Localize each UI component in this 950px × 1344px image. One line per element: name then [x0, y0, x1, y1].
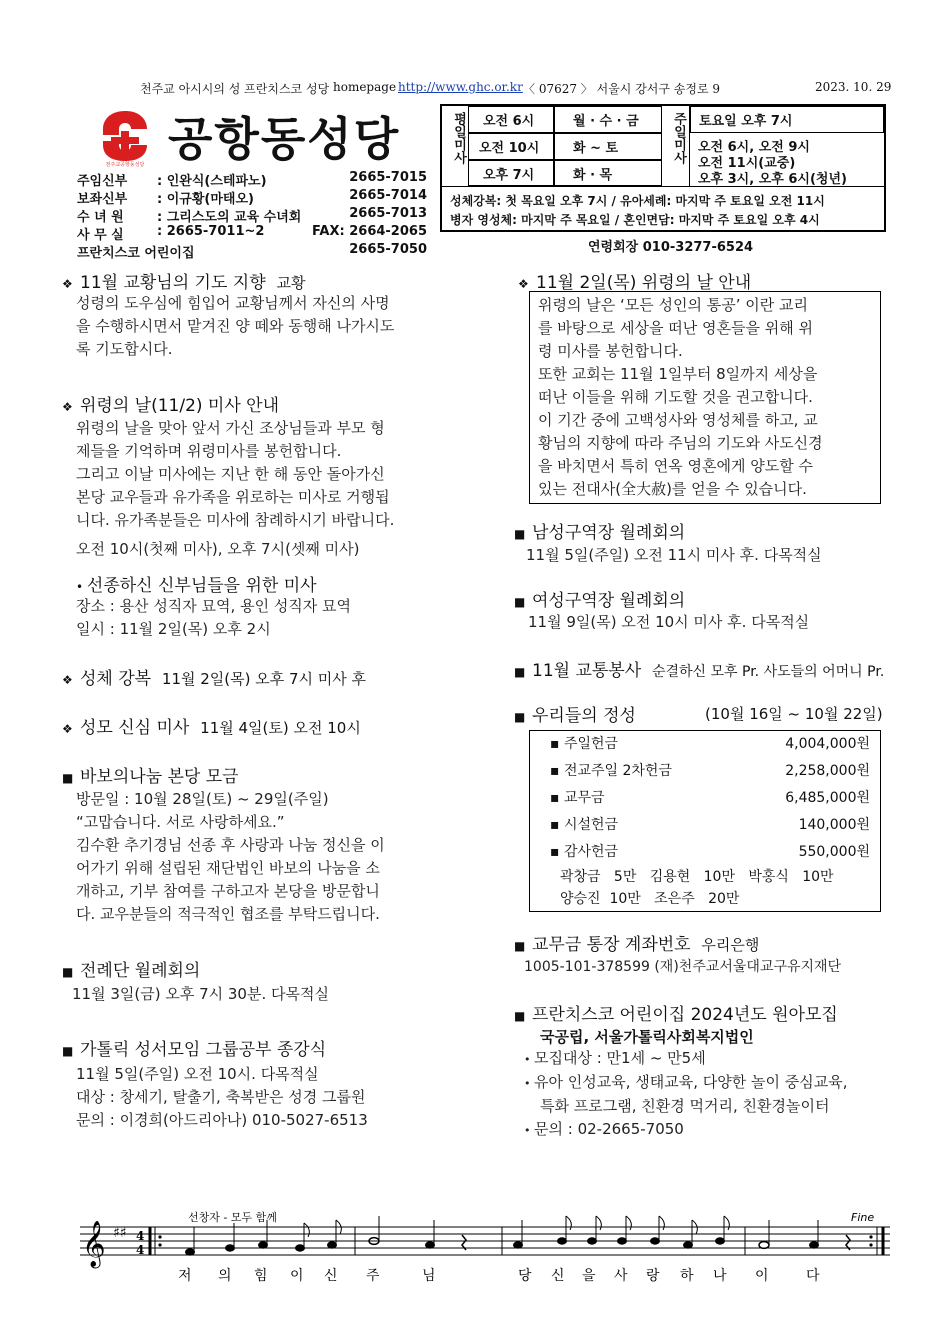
offerings-period: (10월 16일 ~ 10월 22일) [705, 705, 883, 723]
donors-line: 양승진 10만 조은주 20만 [560, 891, 740, 907]
weekday-time: 오후 7시 [468, 160, 554, 186]
section-benediction: ❖ 성체 강복 11월 2일(목) 오후 7시 미사 후 [62, 669, 367, 689]
issue-date: 2023. 10. 29 [815, 80, 892, 94]
weekday-time: 오전 10시 [468, 133, 554, 160]
babo-fundraising-body: 방문일 : 10월 28일(토) ~ 29일(주일) “고맙습니다. 서로 사랑하세요.” 김수환 추기경님 선종 후 사랑과 나눔 정신을 이 어가기 위해 설립된 재단법인 바보의 나눔을 소 개하고, 기부 참여를 구하고자 본당을 방문합니 다. 교우분들의 적극적인 협조를 부탁드립니다. [76, 790, 385, 923]
section-bank-account: ■ 교무금 통장 계좌번호 우리은행 [514, 935, 760, 955]
staff-row: 주임신부 : 인완식(스테파노) 2665-7015 [77, 170, 427, 189]
section-offerings: ■ 우리들의 정성 [514, 706, 636, 726]
offering-row: ▪ 교무금 6,485,000원 [550, 790, 870, 806]
mass-schedule-box [440, 104, 886, 232]
time-sig-top: 4 [136, 1229, 145, 1243]
svg-text:천주교공항동성당: 천주교공항동성당 [105, 162, 145, 167]
section-babo-fundraising: ■ 바보의나눔 본당 모금 [62, 767, 239, 787]
offerings-table [529, 730, 881, 912]
offering-row: ▪ 시설헌금 140,000원 [550, 817, 870, 833]
lyric-syllable: 사 [614, 1268, 628, 1284]
offering-row: ▪ 감사헌금 550,000원 [550, 844, 870, 860]
section-kindergarten-recruit: ■ 프란치스코 어린이집 2024년도 원아모집 [514, 1005, 838, 1025]
lyric-syllable: 저 [178, 1268, 192, 1284]
lyric-syllable: 하 [680, 1268, 694, 1284]
mass-note: 성체강복: 첫 목요일 오후 7시 / 유아세례: 마지막 주 토요일 오전 11시 [450, 194, 825, 208]
lyric-syllable: 나 [713, 1268, 727, 1284]
homepage-link[interactable]: http://www.ghc.or.kr [398, 80, 523, 94]
section-marian-mass: ❖ 성모 신심 미사 11월 4일(토) 오전 10시 [62, 718, 361, 738]
staff-row: 보좌신부 : 이규황(마태오) 2665-7014 [77, 188, 427, 207]
parish-logo [95, 107, 155, 167]
lyric-syllable: 랑 [646, 1268, 660, 1284]
music-fine: Fine [851, 1211, 875, 1224]
parish-title: 공항동성당 [168, 112, 401, 166]
section-pope-intention: ❖ 11월 교황님의 기도 지향 교황 [62, 273, 306, 293]
weekday-days: 화 · 목 [554, 160, 662, 186]
lyric-syllable: 이 [755, 1268, 769, 1284]
kindergarten-operator: 국공립, 서울가톨릭사회복지법인 [540, 1028, 754, 1046]
homepage-label: homepage [333, 80, 397, 94]
lyric-syllable: 당 [518, 1268, 532, 1284]
lyric-syllable: 의 [218, 1268, 232, 1284]
lyric-syllable: 이 [290, 1268, 304, 1284]
key-signature-icon: ♯♯ [113, 1225, 127, 1241]
lyric-syllable: 주 [366, 1268, 380, 1284]
bank-account-number: 1005-101-378599 (재)천주교서울대교구유지재단 [524, 959, 842, 975]
sunday-time: 토요일 오후 7시 [690, 106, 884, 133]
sunday-time: 오전 11시(교중) [698, 156, 796, 171]
staff-row: 수 녀 원 : 그리스도의 교육 수녀회 2665-7013 [77, 206, 427, 225]
section-womens-district-meeting: ■ 여성구역장 월례회의 [514, 591, 686, 611]
section-bible-group: ■ 가톨릭 성서모임 그룹공부 종강식 [62, 1040, 327, 1060]
liturgy-meeting-body: 11월 3일(금) 오후 7시 30분. 다목적실 [72, 985, 329, 1003]
lyric-syllable: 힘 [254, 1268, 268, 1284]
lyric-syllable: 신 [551, 1268, 565, 1284]
staff-row: 프란치스코 어린이집 2665-7050 [77, 242, 427, 261]
bible-group-body: 11월 5일(주일) 오전 10시. 다목적실 대상 : 창세기, 탈출기, 축복받은 성경 그룹원 문의 : 이경희(아드리아나) 010-5027-6513 [76, 1065, 368, 1129]
deceased-priests-mass-body: 장소 : 용산 성직자 묘역, 용인 성직자 묘역 일시 : 11월 2일(목) 오후 2시 [76, 597, 352, 638]
weekday-days: 화 ~ 토 [554, 133, 662, 160]
kindergarten-details: • 모집대상 : 만1세 ~ 만5세 • 유아 인성교육, 생태교육, 다양한 놀이 중심교육, 특화 프로그램, 친환경 먹거리, 친환경놀이터 • 문의 : 02-2665-7050 [524, 1049, 848, 1138]
all-souls-mass-body: 위령의 날을 맞아 앞서 가신 조상님들과 부모 형 제들을 기억하며 위령미사를 봉헌합니다. 그리고 이날 미사에는 지난 한 해 동안 돌아가신 본당 교우들과 유가족을 위로하는 미사로 거행됩 니다. 유가족분들은 미사에 참례하시기 바랍니다. [76, 419, 395, 529]
lyric-syllable: 다 [806, 1268, 820, 1284]
pope-intention-body: 성령의 도우심에 힘입어 교황님께서 자신의 사명 을 수행하시면서 맡겨진 양 떼와 동행해 나가시도 록 기도합시다. [76, 294, 395, 358]
lyric-syllable: 을 [582, 1268, 596, 1284]
parish-full-name: 천주교 아시시의 성 프란치스코 성당 [140, 82, 330, 96]
address: 〈 07627 〉 서울시 강서구 송정로 9 [523, 82, 721, 96]
section-deceased-priests-mass: • 선종하신 신부님들을 위한 미사 [76, 576, 317, 596]
weekday-days: 월 · 수 · 금 [554, 106, 662, 133]
section-all-souls-guide: ❖ 11월 2일(목) 위령의 날 안내 [518, 273, 752, 293]
donors-line: 곽창금 5만 김용현 10만 박홍식 10만 [560, 869, 834, 885]
section-traffic-service: ■ 11월 교통봉사 순결하신 모후 Pr. 사도들의 어머니 Pr. [514, 661, 885, 681]
music-staff [0, 1205, 950, 1305]
treble-clef-icon: 𝄞 [82, 1221, 106, 1267]
offering-row: ▪ 주일헌금 4,004,000원 [550, 736, 870, 752]
weekday-mass-label: 평일미사 [451, 112, 466, 164]
time-sig-bottom: 4 [136, 1243, 145, 1257]
staff-list [77, 170, 437, 260]
music-direction: 선창자 - 모두 함께 [188, 1211, 277, 1224]
staff-row: 사 무 실 : 2665-7011~2 FAX: 2664-2065 [77, 224, 427, 243]
all-souls-mass-times: 오전 10시(첫째 미사), 오후 7시(셋째 미사) [76, 540, 360, 558]
sunday-time: 오후 3시, 오후 6시(청년) [698, 172, 847, 187]
all-souls-guide-body: 위령의 날은 ‘모든 성인의 통공’ 이란 교리 를 바탕으로 세상을 떠난 영혼들을 위해 위 령 미사를 봉헌합니다. 또한 교회는 11월 1일부터 8일까지 세상을 떠난 이들을 위해 기도할 것을 권고합니다. 이 기간 중에 고백성사와 영성체를 하고, 교 황님의 지향에 따라 주님의 기도와 사도신경 을 바치면서 특히 연옥 영혼에게 양도할 수 있는 전대사(全大赦)를 얻을 수 있습니다. [529, 291, 881, 504]
mens-district-meeting-body: 11월 5일(주일) 오전 11시 미사 후. 다목적실 [526, 546, 822, 564]
sunday-time: 오전 6시, 오전 9시 [698, 140, 810, 155]
sunday-mass-label: 주일미사 [671, 112, 686, 164]
offering-row: ▪ 전교주일 2차헌금 2,258,000원 [550, 763, 870, 779]
lyric-syllable: 님 [422, 1268, 436, 1284]
funeral-committee-contact: 연령회장 010-3277-6524 [588, 240, 754, 255]
section-liturgy-meeting: ■ 전례단 월례회의 [62, 961, 201, 981]
section-mens-district-meeting: ■ 남성구역장 월례회의 [514, 523, 686, 543]
weekday-time: 오전 6시 [468, 106, 554, 133]
lyric-syllable: 신 [324, 1268, 338, 1284]
womens-district-meeting-body: 11월 9일(목) 오전 10시 미사 후. 다목적실 [528, 613, 810, 631]
section-all-souls-mass: ❖ 위령의 날(11/2) 미사 안내 [62, 396, 280, 416]
mass-note: 병자 영성체: 마지막 주 목요일 / 혼인면담: 마지막 주 토요일 오후 4시 [450, 213, 820, 227]
